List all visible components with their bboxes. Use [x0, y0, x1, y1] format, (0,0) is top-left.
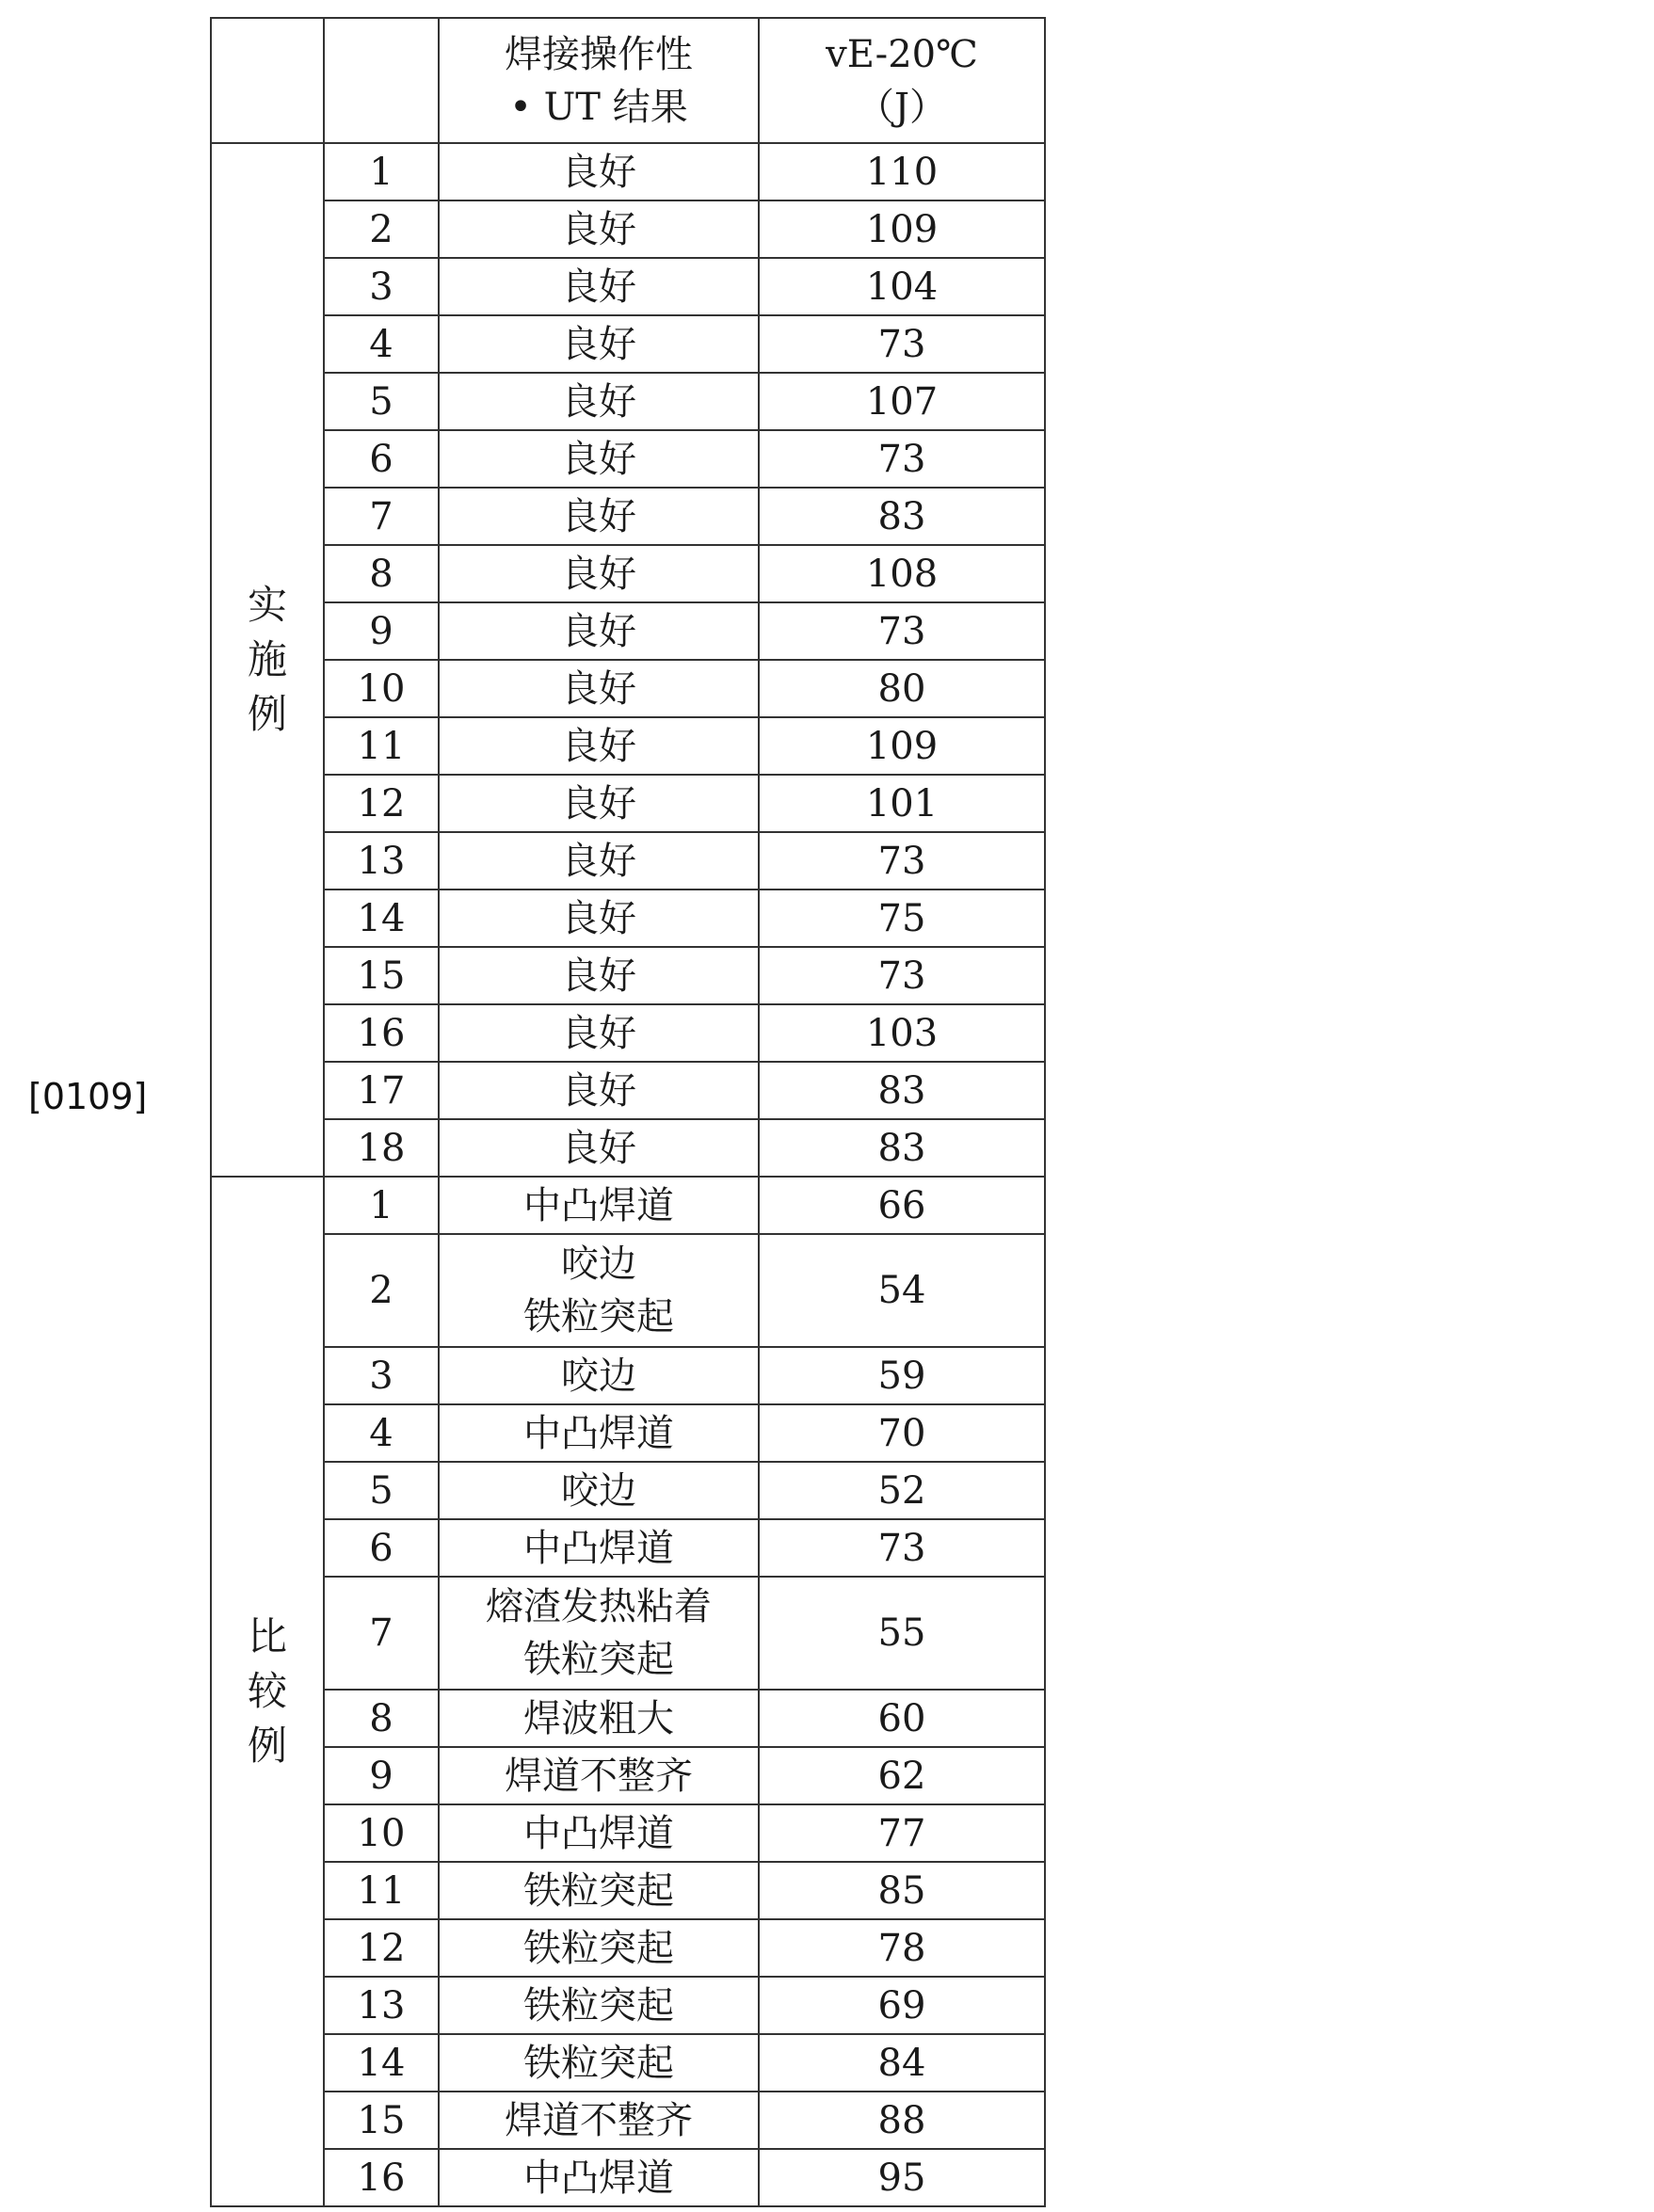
table-row	[211, 488, 1045, 545]
ve-value-cell: 62	[759, 1747, 1045, 1804]
operability-result-cell: 中凸焊道	[439, 1519, 759, 1577]
row-number-cell: 10	[324, 660, 439, 717]
row-number-cell: 11	[324, 1862, 439, 1919]
group-label: 比 较 例	[247, 1613, 287, 1769]
ve-value-cell: 69	[759, 1977, 1045, 2034]
ve-value-cell: 78	[759, 1919, 1045, 1977]
table-row	[211, 1462, 1045, 1519]
row-number-cell: 5	[324, 1462, 439, 1519]
table-row	[211, 1062, 1045, 1119]
table-row	[211, 775, 1045, 832]
row-number-cell: 8	[324, 545, 439, 602]
ve-value-cell: 84	[759, 2034, 1045, 2092]
row-number-cell: 16	[324, 1004, 439, 1062]
row-number-cell: 15	[324, 947, 439, 1004]
row-number-cell: 2	[324, 200, 439, 258]
ve-value-cell: 88	[759, 2092, 1045, 2149]
ve-value-cell: 83	[759, 488, 1045, 545]
ve-value-cell: 103	[759, 1004, 1045, 1062]
row-number-cell: 8	[324, 1690, 439, 1747]
ve-value-cell: 108	[759, 545, 1045, 602]
ve-value-cell: 73	[759, 602, 1045, 660]
table-row	[211, 258, 1045, 315]
table-row	[211, 2149, 1045, 2206]
row-number-cell: 4	[324, 315, 439, 373]
row-number-cell: 6	[324, 1519, 439, 1577]
row-number-cell: 4	[324, 1404, 439, 1462]
operability-result-cell: 良好	[439, 832, 759, 890]
operability-result-cell: 良好	[439, 200, 759, 258]
operability-result-cell: 良好	[439, 373, 759, 430]
header-row	[211, 18, 1045, 143]
table-row	[211, 1919, 1045, 1977]
table-row	[211, 2092, 1045, 2149]
operability-result-cell: 咬边	[439, 1347, 759, 1404]
table-row	[211, 1177, 1045, 1234]
operability-result-cell: 良好	[439, 947, 759, 1004]
row-number-cell: 1	[324, 143, 439, 200]
operability-result-cell: 咬边 铁粒突起	[439, 1234, 759, 1347]
table-row	[211, 1347, 1045, 1404]
operability-result-cell: 熔渣发热粘着 铁粒突起	[439, 1577, 759, 1690]
ve-value-cell: 109	[759, 717, 1045, 775]
group-label-cell	[211, 1177, 324, 2206]
table-row	[211, 430, 1045, 488]
operability-result-cell: 良好	[439, 545, 759, 602]
table-row	[211, 143, 1045, 200]
operability-result-cell: 焊波粗大	[439, 1690, 759, 1747]
row-number-cell: 10	[324, 1804, 439, 1862]
paragraph-number: [0109]	[28, 1076, 148, 1117]
row-number-cell: 14	[324, 2034, 439, 2092]
table-row	[211, 1234, 1045, 1347]
row-number-cell: 16	[324, 2149, 439, 2206]
ve-value-cell: 54	[759, 1234, 1045, 1347]
row-number-cell: 13	[324, 832, 439, 890]
table-row	[211, 1690, 1045, 1747]
header-cell-number	[324, 18, 439, 143]
table-row	[211, 1119, 1045, 1177]
table-row	[211, 832, 1045, 890]
ve-value-cell: 70	[759, 1404, 1045, 1462]
operability-result-cell: 良好	[439, 258, 759, 315]
row-number-cell: 3	[324, 258, 439, 315]
operability-result-cell: 咬边	[439, 1462, 759, 1519]
operability-result-cell: 中凸焊道	[439, 2149, 759, 2206]
ve-value-cell: 52	[759, 1462, 1045, 1519]
row-number-cell: 12	[324, 1919, 439, 1977]
ve-value-cell: 83	[759, 1062, 1045, 1119]
table-row	[211, 947, 1045, 1004]
operability-result-cell: 良好	[439, 488, 759, 545]
row-number-cell: 6	[324, 430, 439, 488]
ve-value-cell: 77	[759, 1804, 1045, 1862]
row-number-cell: 15	[324, 2092, 439, 2149]
table-row	[211, 890, 1045, 947]
table-row	[211, 1577, 1045, 1690]
operability-result-cell: 铁粒突起	[439, 1919, 759, 1977]
row-number-cell: 11	[324, 717, 439, 775]
ve-value-cell: 75	[759, 890, 1045, 947]
ve-value-cell: 85	[759, 1862, 1045, 1919]
operability-result-cell: 焊道不整齐	[439, 2092, 759, 2149]
row-number-cell: 9	[324, 602, 439, 660]
ve-value-cell: 110	[759, 143, 1045, 200]
ve-value-cell: 73	[759, 315, 1045, 373]
table-row	[211, 1804, 1045, 1862]
row-number-cell: 9	[324, 1747, 439, 1804]
operability-result-cell: 良好	[439, 775, 759, 832]
ve-value-cell: 73	[759, 430, 1045, 488]
row-number-cell: 2	[324, 1234, 439, 1347]
header-cell-ve: vE-20℃ （J）	[759, 18, 1045, 143]
ve-value-cell: 109	[759, 200, 1045, 258]
table-row	[211, 1004, 1045, 1062]
operability-result-cell: 良好	[439, 430, 759, 488]
ve-value-cell: 95	[759, 2149, 1045, 2206]
group-label-cell	[211, 143, 324, 1177]
row-number-cell: 5	[324, 373, 439, 430]
row-number-cell: 7	[324, 488, 439, 545]
table-row	[211, 373, 1045, 430]
row-number-cell: 7	[324, 1577, 439, 1690]
ve-value-cell: 104	[759, 258, 1045, 315]
table-row	[211, 602, 1045, 660]
ve-value-cell: 101	[759, 775, 1045, 832]
operability-result-cell: 良好	[439, 1062, 759, 1119]
ve-value-cell: 80	[759, 660, 1045, 717]
operability-result-cell: 良好	[439, 1119, 759, 1177]
row-number-cell: 17	[324, 1062, 439, 1119]
row-number-cell: 12	[324, 775, 439, 832]
header-cell-group	[211, 18, 324, 143]
table-row	[211, 1404, 1045, 1462]
row-number-cell: 13	[324, 1977, 439, 2034]
row-number-cell: 1	[324, 1177, 439, 1234]
ve-value-cell: 107	[759, 373, 1045, 430]
table-row	[211, 660, 1045, 717]
operability-result-cell: 良好	[439, 143, 759, 200]
row-number-cell: 18	[324, 1119, 439, 1177]
table-row	[211, 1862, 1045, 1919]
table-row	[211, 1747, 1045, 1804]
operability-result-cell: 铁粒突起	[439, 1862, 759, 1919]
operability-result-cell: 良好	[439, 660, 759, 717]
operability-result-cell: 中凸焊道	[439, 1804, 759, 1862]
ve-value-cell: 55	[759, 1577, 1045, 1690]
table-row	[211, 545, 1045, 602]
row-number-cell: 14	[324, 890, 439, 947]
table-row	[211, 717, 1045, 775]
group-label: 实 施 例	[247, 582, 287, 737]
operability-result-cell: 良好	[439, 890, 759, 947]
operability-result-cell: 焊道不整齐	[439, 1747, 759, 1804]
header-cell-operability: 焊接操作性 • UT 结果	[439, 18, 759, 143]
ve-value-cell: 59	[759, 1347, 1045, 1404]
table-row	[211, 200, 1045, 258]
row-number-cell: 3	[324, 1347, 439, 1404]
operability-result-cell: 中凸焊道	[439, 1404, 759, 1462]
ve-value-cell: 73	[759, 947, 1045, 1004]
operability-result-cell: 良好	[439, 602, 759, 660]
table-row	[211, 1519, 1045, 1577]
operability-result-cell: 铁粒突起	[439, 2034, 759, 2092]
ve-value-cell: 66	[759, 1177, 1045, 1234]
operability-result-cell: 良好	[439, 315, 759, 373]
ve-value-cell: 83	[759, 1119, 1045, 1177]
operability-result-cell: 良好	[439, 1004, 759, 1062]
operability-result-cell: 良好	[439, 717, 759, 775]
table-row	[211, 1977, 1045, 2034]
ve-value-cell: 60	[759, 1690, 1045, 1747]
operability-result-cell: 铁粒突起	[439, 1977, 759, 2034]
table-row	[211, 315, 1045, 373]
ve-value-cell: 73	[759, 1519, 1045, 1577]
ve-value-cell: 73	[759, 832, 1045, 890]
operability-result-cell: 中凸焊道	[439, 1177, 759, 1234]
table-row	[211, 2034, 1045, 2092]
results-table	[210, 17, 1046, 2207]
